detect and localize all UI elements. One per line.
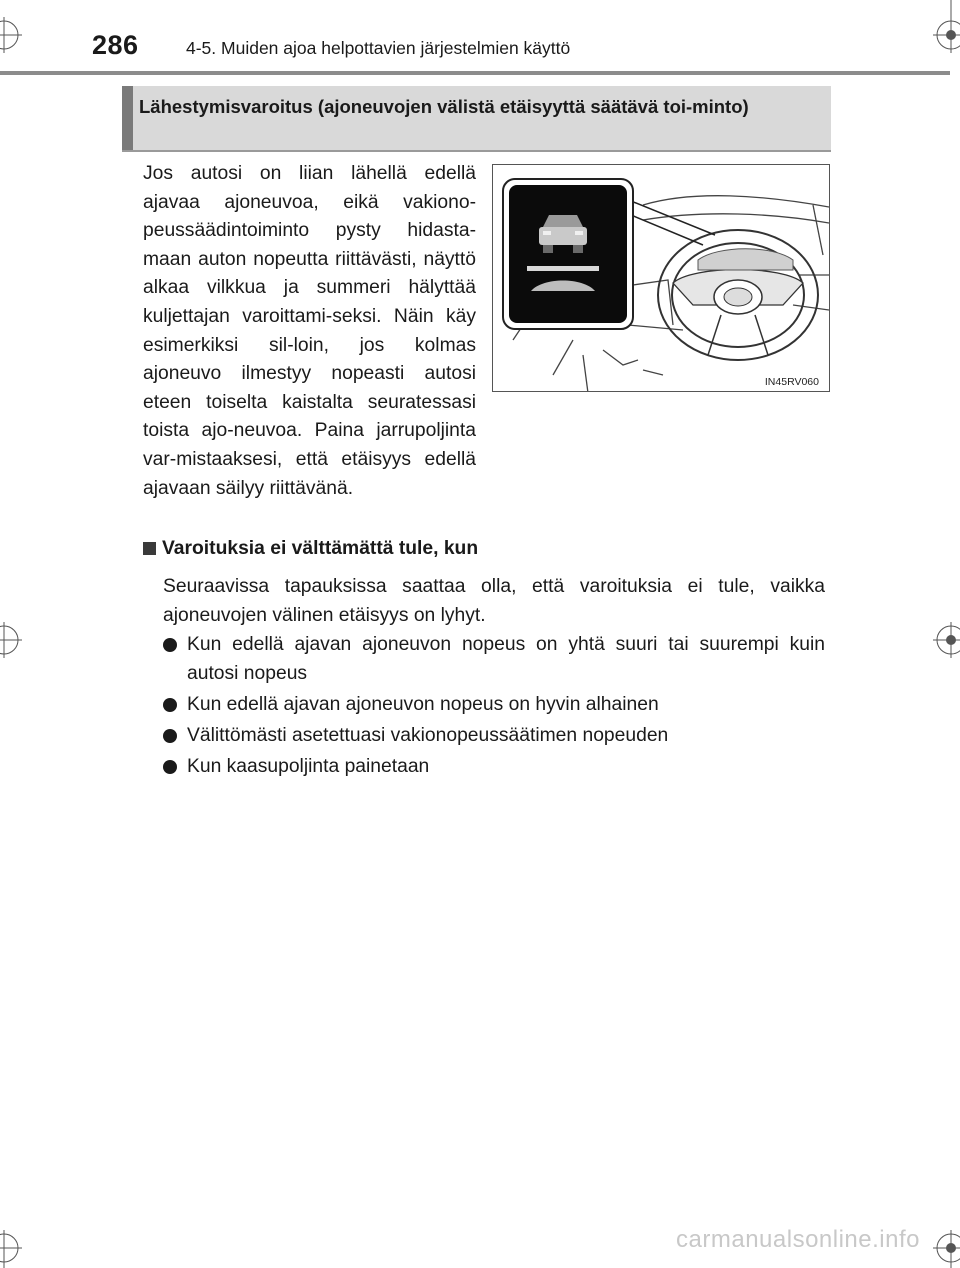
- header-rule: [0, 71, 950, 75]
- list-item: [163, 690, 825, 719]
- bullet-dot-icon: [163, 638, 177, 652]
- dashboard-figure: [492, 164, 830, 392]
- list-item: [163, 721, 825, 750]
- subsection-heading-text: Varoituksia ei välttämättä tule, kun: [162, 538, 479, 559]
- square-bullet-icon: [143, 542, 156, 555]
- list-item: [163, 752, 825, 781]
- watermark: carmanualsonline.info: [676, 1226, 920, 1253]
- section-title: Lähestymisvaroitus (ajoneuvojen välistä etäisyyttä säätävä toi-minto): [139, 96, 749, 117]
- subsection-heading: [143, 538, 833, 564]
- figure-code: IN45RV060: [764, 376, 819, 388]
- chapter-title: 4-5. Muiden ajoa helpottavien järjestelmien käyttö: [186, 38, 571, 58]
- bullet-dot-icon: [163, 729, 177, 743]
- list-item-text: Kun edellä ajavan ajoneuvon nopeus on hyvin alhainen: [187, 694, 659, 715]
- page-number: 286: [92, 30, 139, 60]
- list-item-text: Kun kaasupoljinta painetaan: [187, 756, 430, 777]
- bullet-dot-icon: [163, 760, 177, 774]
- section-heading-bar: [122, 86, 133, 150]
- list-item: [163, 630, 825, 688]
- body-paragraph: Jos autosi on liian lähellä edellä ajavaa ajoneuvoa, eikä vakiono-peussäädintoiminto pysty hidasta-maan auton nopeutta riittävästi, näyttö alkaa vilkkua ja summeri hälyttää kuljettajan varoittami-seksi. Näin käy esimerkiksi sil-loin, jos kolmas ajoneuvo ilmestyy nopeasti autosi eteen toiselta kaistalta seuratessasi toista ajo-neuvoa. Paina jarrupoljinta var-mistaaksesi, että etäisyys edellä ajavaan säilyy riittävänä.: [143, 163, 476, 499]
- list-item-text: Kun edellä ajavan ajoneuvon nopeus on yhtä suuri tai suurempi kuin autosi nopeus: [187, 634, 825, 684]
- list-item-text: Välittömästi asetettuasi vakionopeussäätimen nopeuden: [187, 725, 669, 746]
- bullet-dot-icon: [163, 698, 177, 712]
- section-heading-box: [122, 86, 831, 152]
- subsection-intro: Seuraavissa tapauksissa saattaa olla, että varoituksia ei tule, vaikka ajoneuvojen välinen etäisyys on lyhyt.: [163, 576, 825, 626]
- dashboard-illustration: [493, 165, 830, 392]
